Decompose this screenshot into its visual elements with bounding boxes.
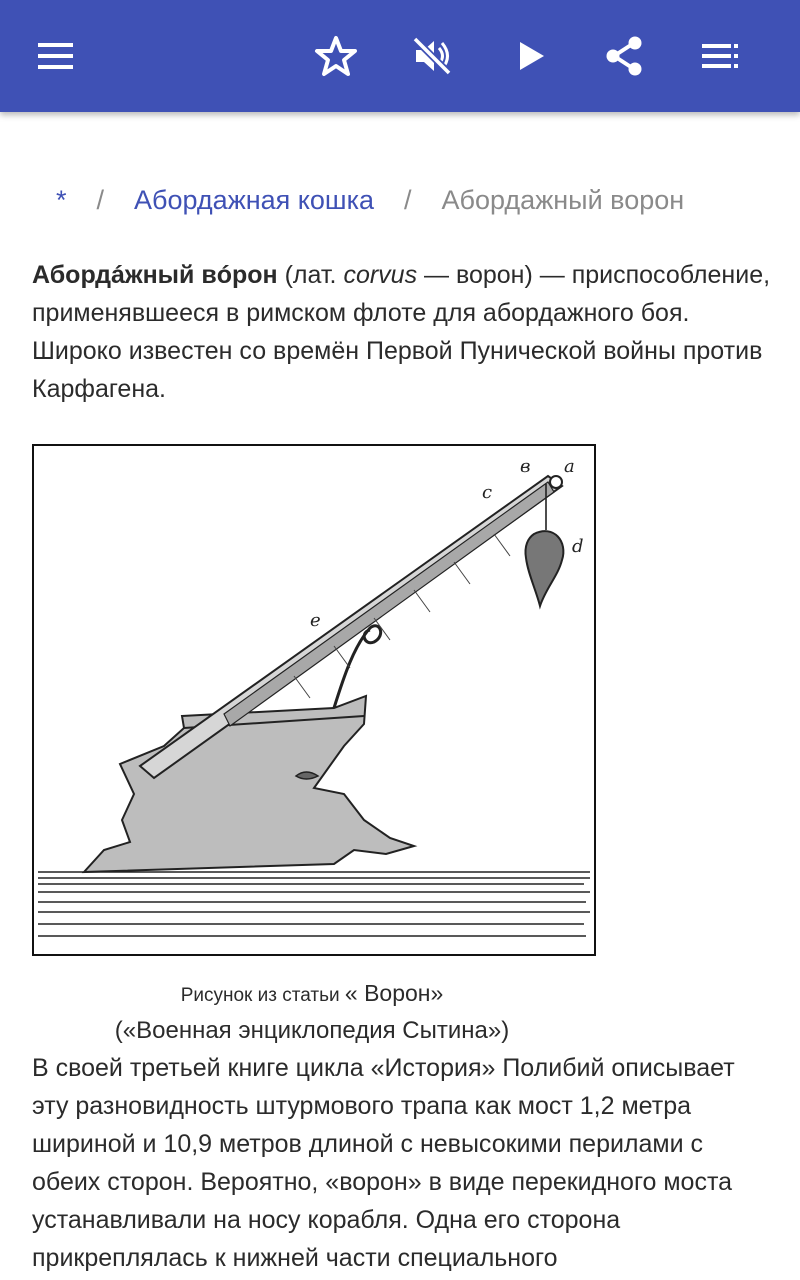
figure-label-c: c — [482, 482, 493, 503]
contents-button[interactable] — [692, 28, 748, 84]
play-icon — [510, 36, 550, 76]
figure-label-d: d — [572, 536, 584, 557]
menu-button[interactable] — [28, 28, 84, 84]
caption-source: («Военная энциклопедия Сытина») — [114, 1017, 510, 1044]
pulley-wheel — [550, 476, 562, 488]
figure-label-e: e — [310, 610, 321, 631]
caption-article-link[interactable]: « Ворон» — [344, 980, 444, 1006]
ship-hull — [84, 696, 414, 872]
share-icon — [602, 34, 646, 78]
bridge-planks — [294, 534, 510, 698]
breadcrumb-parent-link[interactable]: Абордажная кошка — [134, 184, 375, 215]
lead-text-part: (лат. — [277, 261, 344, 289]
body-paragraph: В своей третьей книге цикла «История» Полибий описывает эту разновидность штурмового трапа как мост 1,2 метра шириной и 10,9 метров длиной с невысокими перилами с обеих сторон. Вероятно, «ворон» в виде перекидного моста устанавливали на носу корабля. Одна его сторона прикреплялась к нижней части специального — [32, 1054, 735, 1272]
breadcrumb-current: Абордажный ворон — [441, 184, 685, 215]
article-figure[interactable] — [32, 444, 596, 956]
water-lines — [38, 872, 590, 936]
breadcrumb-separator: / — [404, 184, 412, 215]
app-bar — [0, 0, 800, 112]
figure-label-a: a — [564, 456, 575, 477]
figure-caption — [32, 974, 592, 1015]
star-icon — [314, 34, 358, 78]
breadcrumb — [56, 180, 684, 220]
article-content — [32, 256, 772, 1277]
favorite-button[interactable] — [308, 28, 364, 84]
list-icon — [699, 35, 741, 77]
corvus-illustration — [34, 446, 594, 954]
article-term: Абордáжный вóрон — [32, 261, 278, 289]
breadcrumb-separator: / — [96, 184, 105, 215]
lead-text-part: — ворон) — приспособление, применявшееся в римском флоте для абордажного боя. Широко известен со времён Первой Пунической войны против Карфагена. — [32, 261, 771, 403]
grappling-spike — [525, 531, 563, 606]
breadcrumb-home-link[interactable]: * — [56, 184, 67, 215]
figure-label-b: в — [520, 456, 531, 477]
lead-paragraph — [32, 256, 772, 408]
hamburger-menu-icon — [36, 36, 76, 76]
corvus-bridge-side — [224, 482, 554, 726]
share-button[interactable] — [596, 28, 652, 84]
volume-off-icon — [410, 34, 454, 78]
mute-button[interactable] — [404, 28, 460, 84]
latin-term: corvus — [343, 261, 418, 289]
caption-prefix: Рисунок из статьи — [180, 985, 340, 1006]
play-button[interactable] — [502, 28, 558, 84]
